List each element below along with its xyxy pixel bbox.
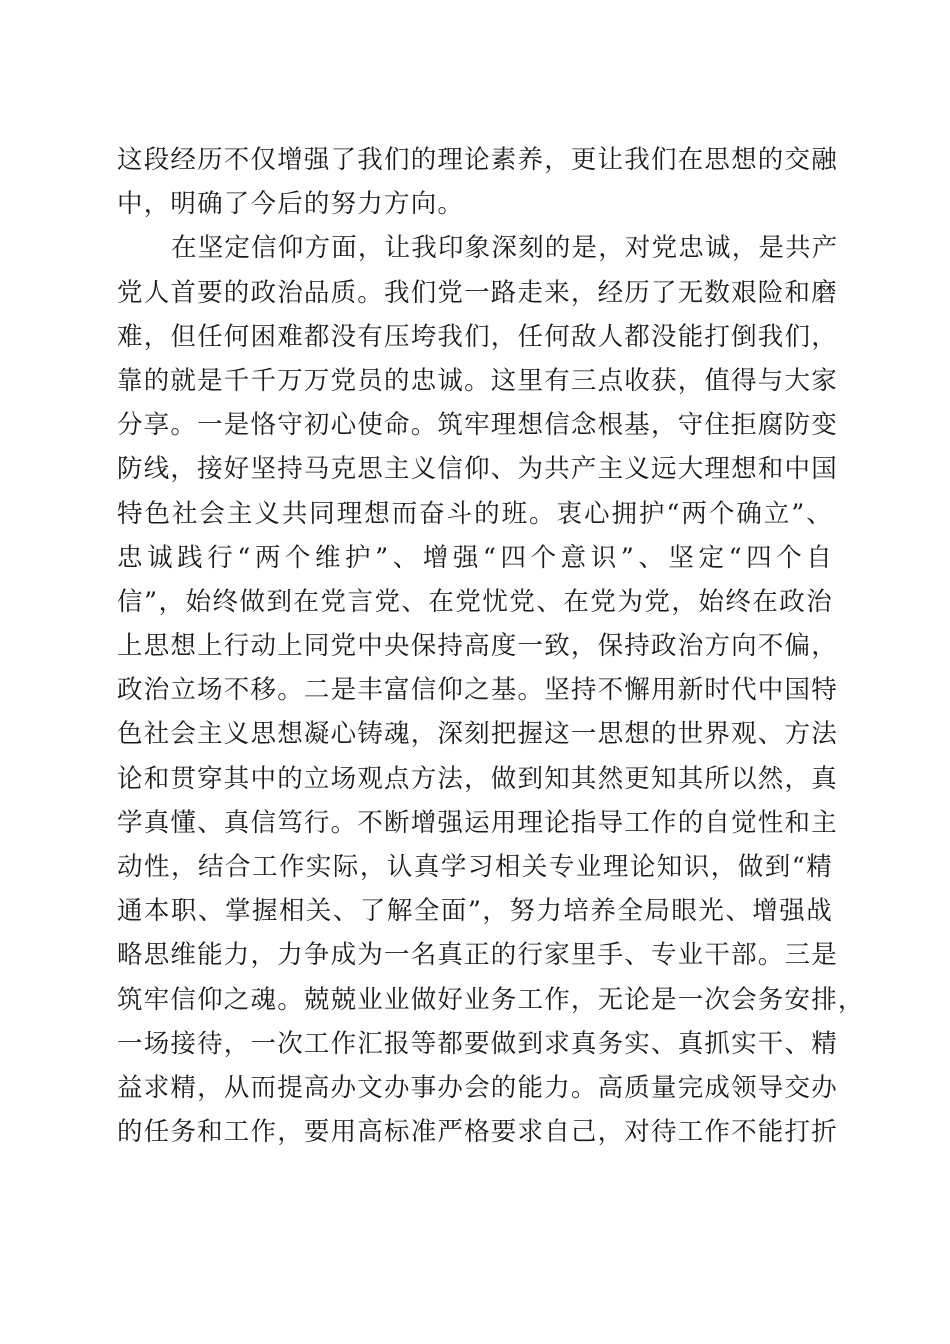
- body-text: [117, 138, 865, 1154]
- text-line: 的任务和工作，要用高标准严格要求自己，对待工作不能打折: [117, 1117, 838, 1148]
- text-line: 这段经历不仅增强了我们的理论素养，更让我们在思想的交融: [117, 145, 838, 175]
- text-line: 略思维能力，力争成为一名真正的行家里手、专业干部。三是: [117, 940, 838, 971]
- text-line: 难，但任何困难都没有压垮我们，任何敌人都没能打倒我们，: [117, 321, 838, 352]
- text-line: 论和贯穿其中的立场观点方法，做到知其然更知其所以然，真: [117, 763, 838, 794]
- text-line: 靠的就是千千万万党员的忠诚。这里有三点收获，值得与大家: [117, 365, 838, 396]
- text-line: 学真懂、真信笃行。不断增强运用理论指导工作的自觉性和主: [117, 807, 838, 838]
- text-line: 益求精，从而提高办文办事办会的能力。高质量完成领导交办: [117, 1072, 838, 1103]
- text-line: 一场接待，一次工作汇报等都要做到求真务实、真抓实干、精: [117, 1028, 838, 1059]
- text-line: 分享。一是恪守初心使命。筑牢理想信念根基，守住拒腐防变: [117, 410, 838, 441]
- text-line: 特色社会主义共同理想而奋斗的班。衷心拥护“两个确立”、: [117, 498, 833, 529]
- text-line: 政治立场不移。二是丰富信仰之基。坚持不懈用新时代中国特: [117, 675, 838, 706]
- text-line: 忠诚践行“两个维护”、增强“四个意识”、坚定“四个自: [117, 542, 833, 573]
- text-line: 通本职、掌握相关、了解全面”，努力培养全局眼光、增强战: [117, 896, 833, 927]
- text-line: 防线，接好坚持马克思主义信仰、为共产主义远大理想和中国: [117, 454, 838, 485]
- paragraph-1: [117, 138, 838, 226]
- text-line: 动性，结合工作实际，认真学习相关专业理论知识，做到“精: [117, 852, 833, 882]
- paragraph-2: [117, 226, 865, 1154]
- text-line: 党人首要的政治品质。我们党一路走来，经历了无数艰险和磨: [117, 277, 838, 308]
- text-line: 在坚定信仰方面，让我印象深刻的是，对党忠诚，是共产: [171, 233, 839, 264]
- text-line: 筑牢信仰之魂。兢兢业业做好业务工作，无论是一次会务安排，: [117, 984, 865, 1015]
- text-line: 信”，始终做到在党言党、在党忧党、在党为党，始终在政治: [117, 586, 833, 617]
- text-line: 上思想上行动上同党中央保持高度一致，保持政治方向不偏，: [117, 631, 838, 662]
- text-line: 色社会主义思想凝心铸魂，深刻把握这一思想的世界观、方法: [117, 719, 838, 750]
- text-line: 中，明确了今后的努力方向。: [117, 189, 465, 220]
